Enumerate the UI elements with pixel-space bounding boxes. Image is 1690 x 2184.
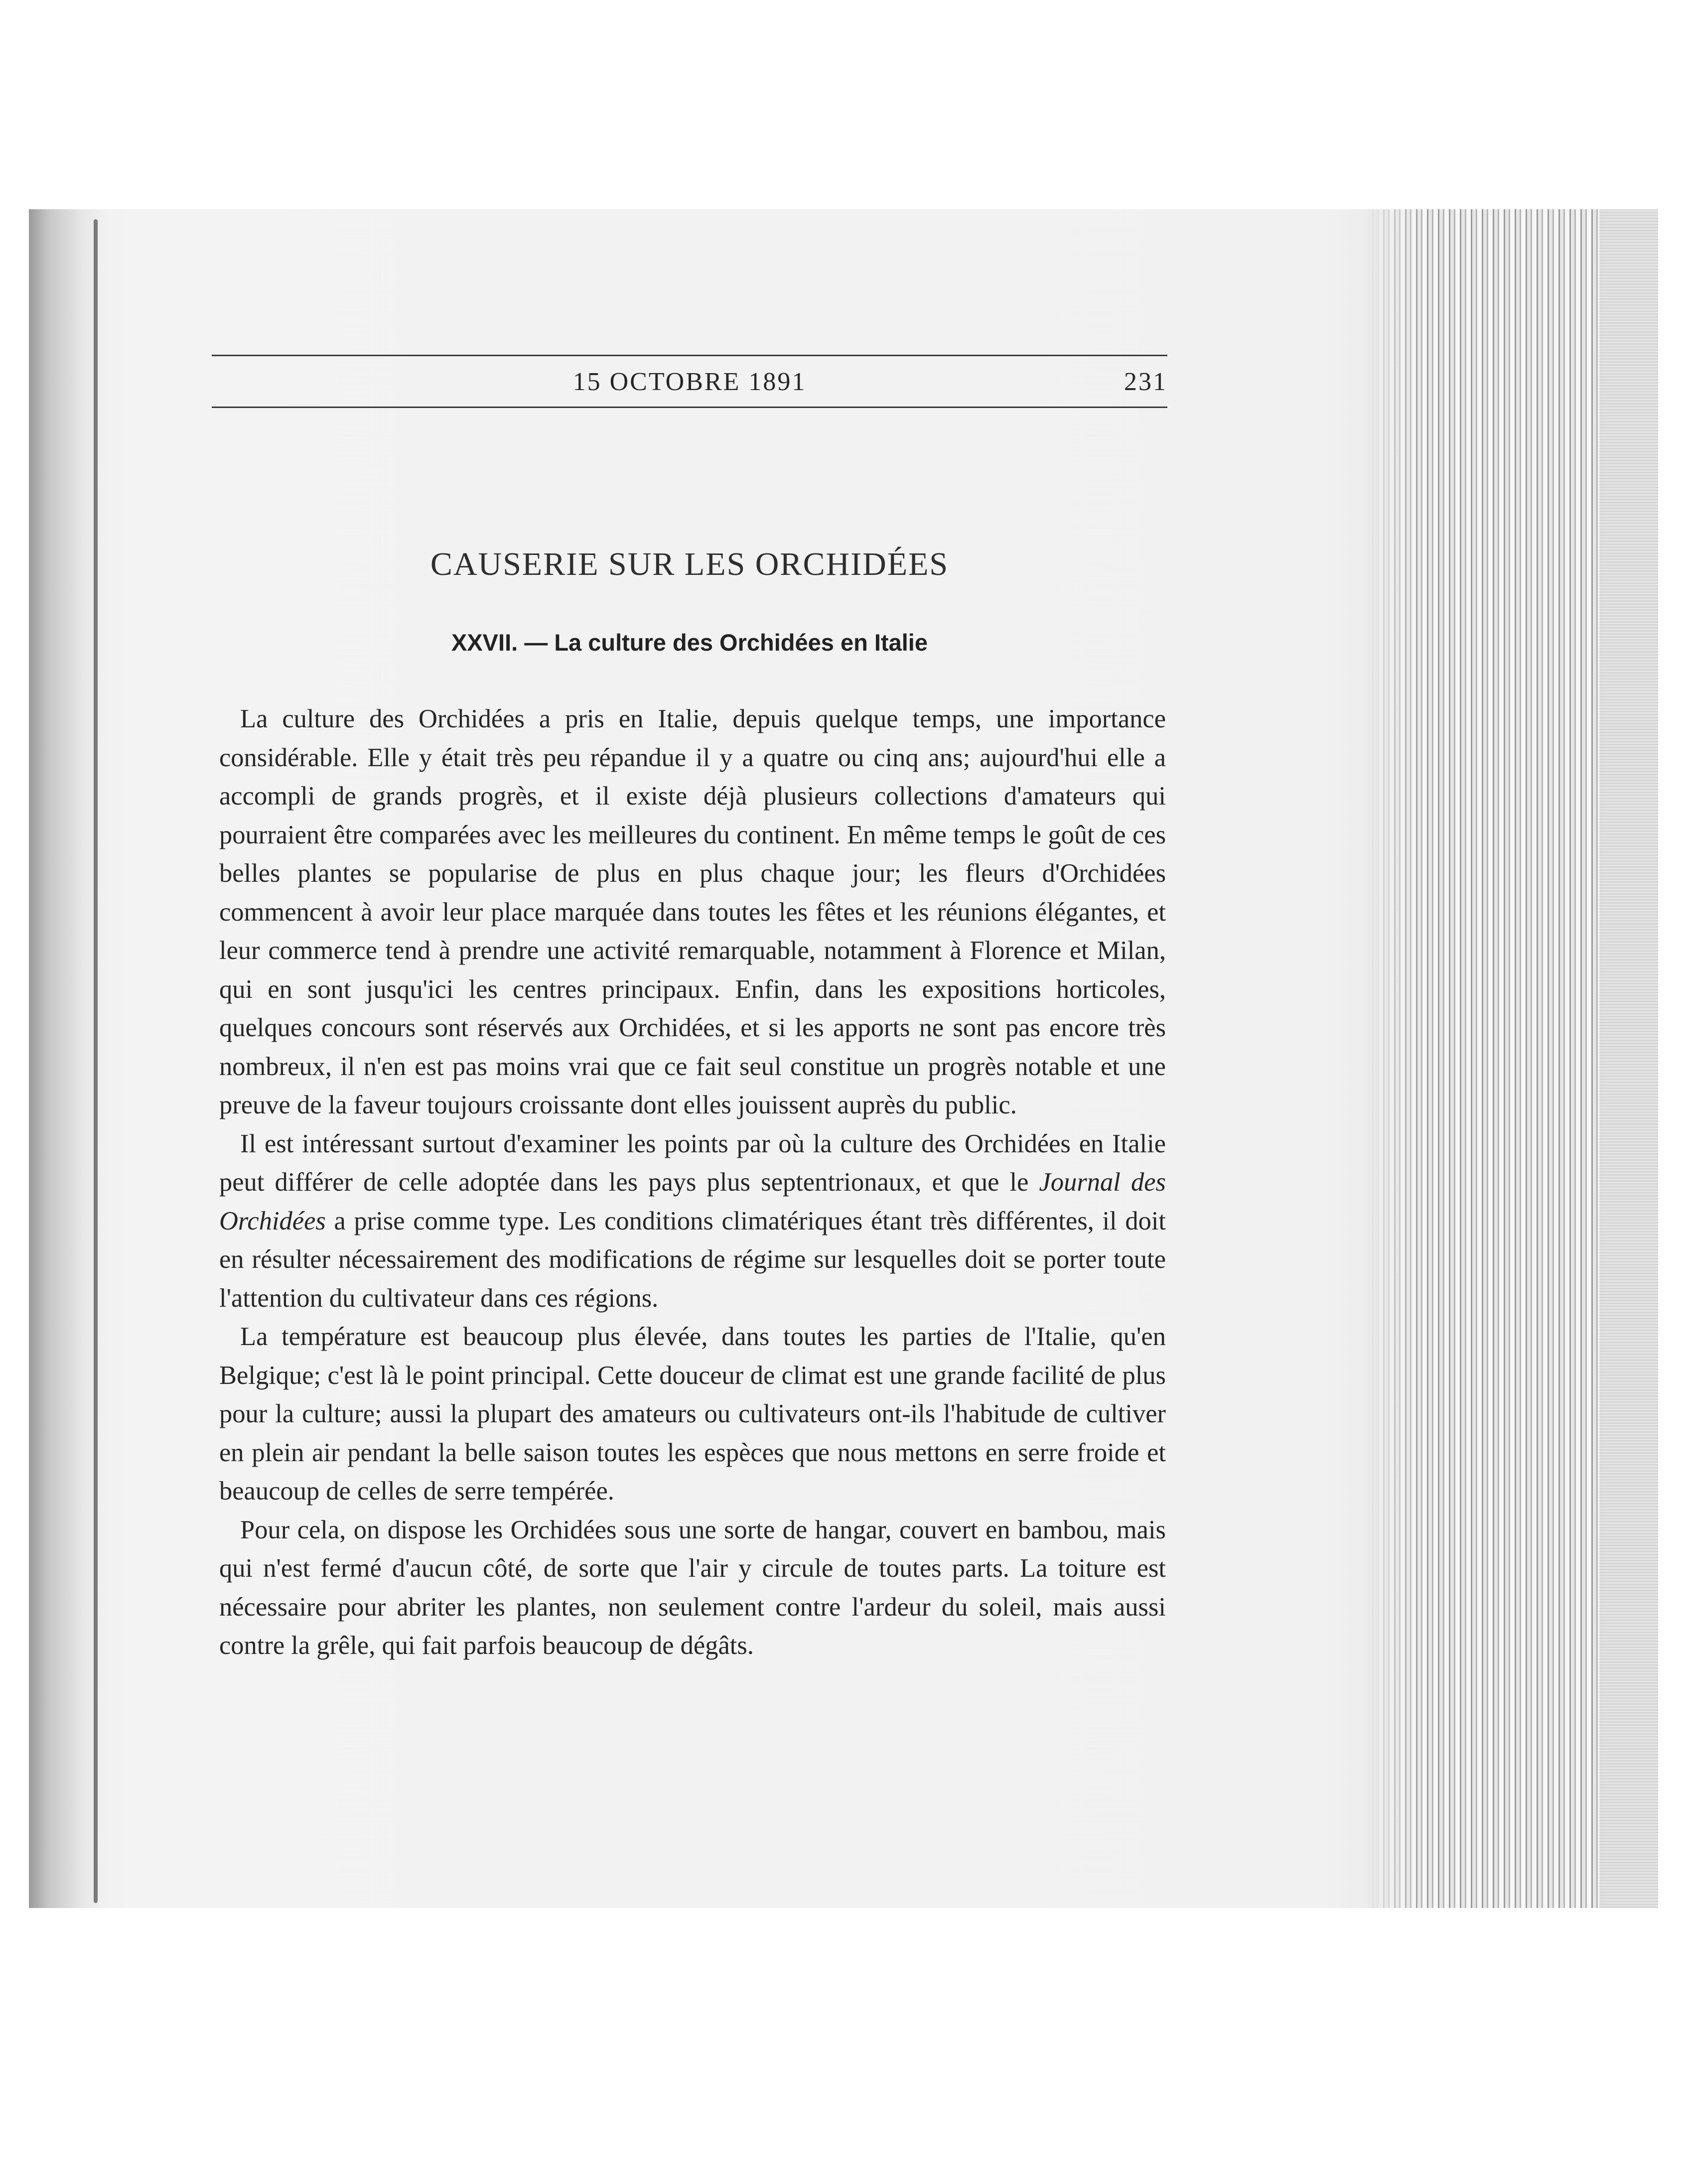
page-edges-fade bbox=[1368, 209, 1422, 1908]
article-body bbox=[219, 700, 1166, 1665]
section-number: XXVII. bbox=[451, 629, 518, 656]
header-rule-top bbox=[212, 355, 1167, 356]
journal-title: Journal des Orchidées bbox=[219, 1168, 1166, 1235]
paragraph-2 bbox=[219, 1125, 1166, 1318]
paragraph-2-end: a prise comme type. Les conditions climatériques étant très différentes, il doit en résulter nécessairement des modifications de régime sur lesquelles doit se porter toute l'attention du cultivateur dans ces régions. bbox=[219, 1206, 1166, 1313]
header-date: 15 OCTOBRE 1891 bbox=[572, 368, 807, 396]
running-header bbox=[212, 360, 1167, 405]
paragraph-3: La température est beaucoup plus élevée, dans toutes les parties de l'Italie, qu'en Belgique; c'est là le point principal. Cette douceur de climat est une grande facilité de plus pour la culture; aussi la plupart des amateurs ou cultivateurs ont-ils l'habitude de cultiver en plein air pendant la belle saison toutes les espèces que nous mettons en serre froide et beaucoup de celles de serre tempérée. bbox=[219, 1322, 1166, 1505]
book-gutter-line bbox=[94, 219, 98, 1903]
page-number: 231 bbox=[1124, 368, 1167, 396]
section-heading bbox=[212, 629, 1167, 656]
paragraph-2-start: Il est intéressant surtout d'examiner les points par où la culture des Orchidées en Italie peut différer de celle adoptée dans les pays plus septentrionaux, et que le bbox=[219, 1129, 1166, 1197]
section-title: La culture des Orchidées en Italie bbox=[554, 629, 928, 656]
header-rule-bottom bbox=[212, 407, 1167, 408]
paragraph-1: La culture des Orchidées a pris en Italie, depuis quelque temps, une importance considérable. Elle y était très peu répandue il y a quatre ou cinq ans; aujourd'hui elle a accompli de grands progrès, et il existe déjà plusieurs collections d'amateurs qui pourraient être comparées avec les meilleures du continent. En même temps le goût de ces belles plantes se popularise de plus en plus chaque jour; les fleurs d'Orchidées commencent à avoir leur place marquée dans toutes les fêtes et les réunions élégantes, et leur commerce tend à prendre une activité remarquable, notamment à Florence et Milan, qui en sont jusqu'ici les centres principaux. Enfin, dans les expositions horticoles, quelques concours sont réservés aux Orchidées, et si les apports ne sont pas encore très nombreux, il n'en est pas moins vrai que ce fait seul constitue un progrès notable et une preuve de la faveur toujours croissante dont elles jouissent auprès du public. bbox=[219, 704, 1166, 1119]
article-title: CAUSERIE SUR LES ORCHIDÉES bbox=[430, 546, 949, 582]
book-gutter-shadow bbox=[29, 209, 104, 1908]
paragraph-4: Pour cela, on dispose les Orchidées sous une sorte de hangar, couvert en bambou, mais qui n'est fermé d'aucun côté, de sorte que l'air y circule de toutes parts. La toiture est nécessaire pour abriter les plantes, non seulement contre l'ardeur du soleil, mais aussi contre la grêle, qui fait parfois beaucoup de dégâts. bbox=[219, 1515, 1166, 1660]
section-dash: — bbox=[524, 629, 548, 656]
book-cover-edge bbox=[1599, 209, 1658, 1908]
